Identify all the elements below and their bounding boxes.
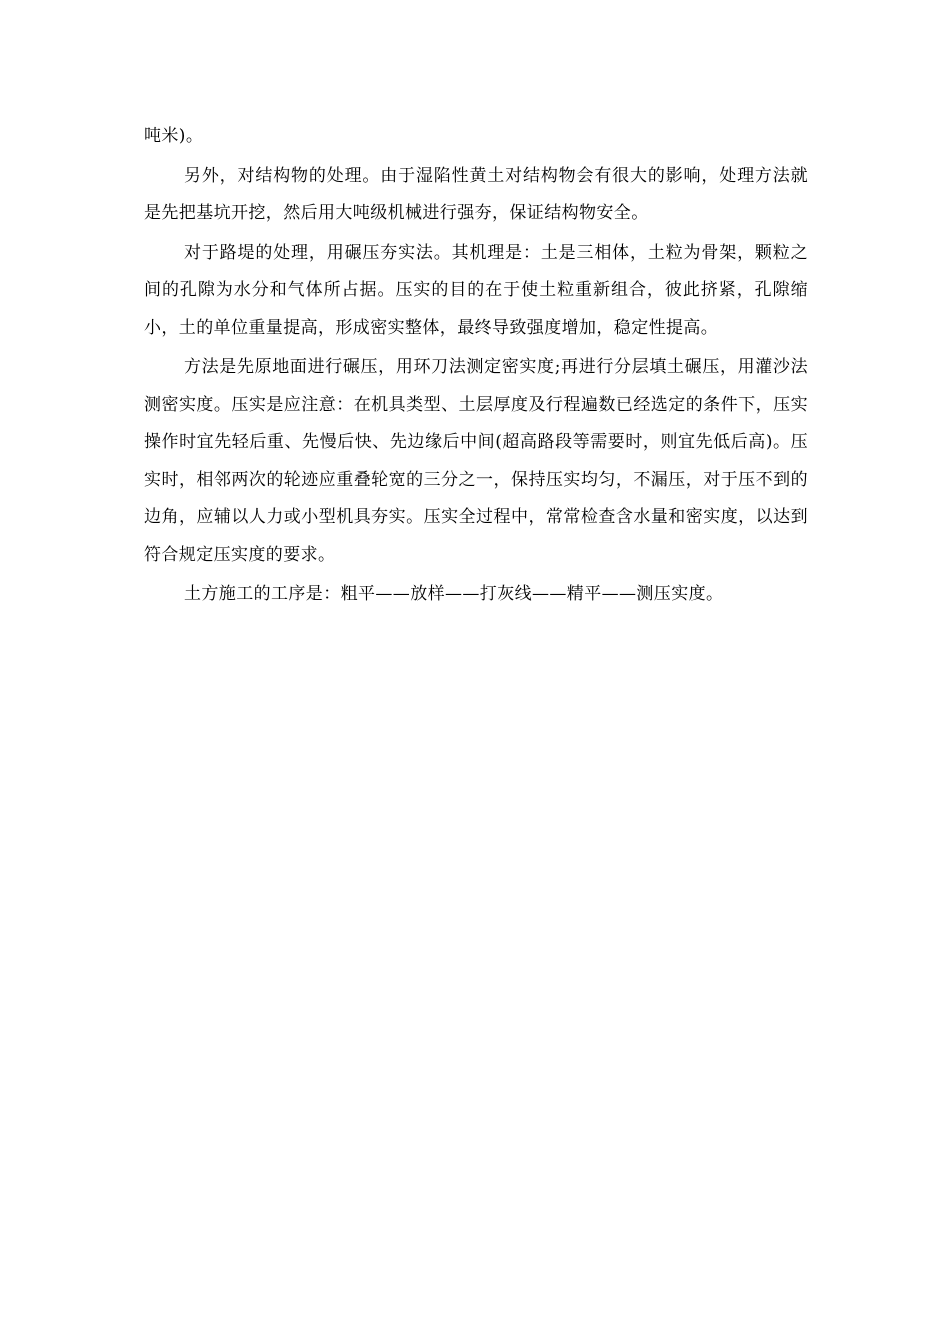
paragraph-compaction-method: 方法是先原地面进行碾压，用环刀法测定密实度;再进行分层填土碾压，用灌沙法测密实度。压实是应注意：在机具类型、土层厚度及行程遍数已经选定的条件下，压实操作时宜先轻后重、先慢后快、先边缘后中间(超高路段等需要时，则宜先低后高)。压实时，相邻两次的轮迹应重叠轮宽的三分之一，保持压实均匀，不漏压，对于压不到的边角，应辅以人力或小型机具夯实。压实全过程中，常常检查含水量和密实度，以达到符合规定压实度的要求。 — [144, 357, 808, 565]
document-body — [144, 118, 808, 614]
paragraph-structure-treatment: 另外，对结构物的处理。由于湿陷性黄土对结构物会有很大的影响，处理方法就是先把基坑开挖，然后用大吨级机械进行强夯，保证结构物安全。 — [144, 165, 808, 223]
paragraph-earthwork-procedure: 土方施工的工序是：粗平——放样——打灰线——精平——测压实度。 — [184, 584, 724, 604]
paragraph-continuation: 吨米)。 — [144, 126, 204, 146]
paragraph-embankment-treatment: 对于路堤的处理，用碾压夯实法。其机理是：土是三相体，土粒为骨架，颗粒之间的孔隙为水分和气体所占据。压实的目的在于使土粒重新组合，彼此挤紧，孔隙缩小，土的单位重量提高，形成密实整体，最终导致强度增加，稳定性提高。 — [144, 242, 808, 338]
